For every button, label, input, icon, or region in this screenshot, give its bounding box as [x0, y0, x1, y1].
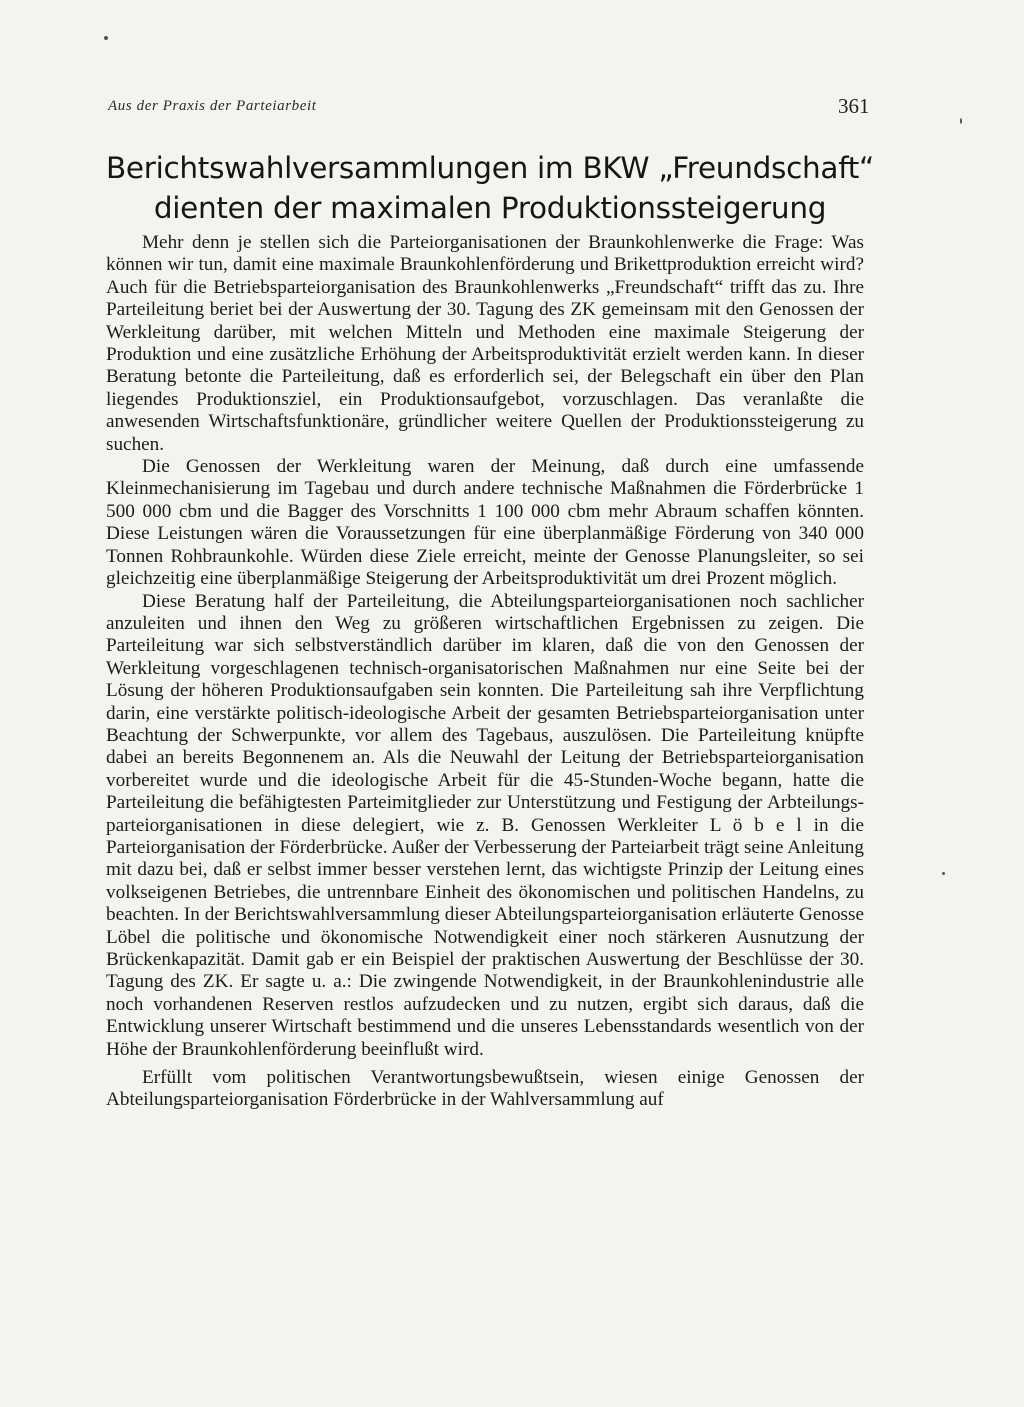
paragraph: Erfüllt vom politischen Verantwortungsbewußtsein, wiesen einige Genossen der Abteilungsparteiorganisation Förderbrücke in der Wahlversammlung auf — [106, 1067, 864, 1111]
running-head: Aus der Praxis der Parteiarbeit — [108, 98, 317, 114]
paragraph: Die Genossen der Werkleitung waren der Meinung, daß durch eine umfassende Kleinmechanisierung im Tagebau und durch andere technische Maßnahmen die Förderbrücke 1 500 000 cbm und die Bagger des Vorschnitts 1 100 000 cbm mehr Abraum schaffen könnten. Diese Leistungen wären die Voraussetzungen für eine überplanmäßige Förderung von 340 000 Tonnen Rohbraunkohle. Würden diese Ziele erreicht, meinte der Genosse Planungsleiter, so sei gleichzeitig eine überplanmäßige Steigerung der Arbeitsproduktivität um drei Prozent möglich. — [106, 456, 864, 590]
scan-speck — [960, 118, 962, 124]
article-title-line-1: Berichtswahlversammlungen im BKW „Freundschaft“ — [105, 151, 875, 185]
scan-speck — [942, 872, 945, 875]
scan-speck — [104, 36, 108, 40]
article-title-line-2: dienten der maximalen Produktionssteigerung — [153, 191, 827, 225]
page-number: 361 — [838, 94, 870, 118]
article-title — [100, 148, 880, 228]
article-body — [106, 232, 864, 1112]
paragraph: Mehr denn je stellen sich die Parteiorganisationen der Braunkohlenwerke die Frage: Was können wir tun, damit eine maximale Braunkohlenförderung und Brikettproduktion erreicht wird? Auch für die Betriebsparteiorganisation des Braunkohlenwerks „Freundschaft“ trifft das zu. Ihre Parteileitung beriet bei der Auswertung der 30. Tagung des ZK gemeinsam mit den Genossen der Werkleitung darüber, mit welchen Mitteln und Methoden eine maximale Steigerung der Produktion und eine zusätzliche Erhöhung der Arbeitsproduktivität erzielt werden kann. In dieser Beratung betonte die Parteileitung, daß es erforderlich sei, der Belegschaft ein über den Plan liegendes Produktionsziel, ein Produktionsaufgebot, vorzuschlagen. Das veranlaßte die anwesenden Wirtschaftsfunktionäre, gründlicher weitere Quellen der Produktionssteigerung zu suchen. — [106, 232, 864, 455]
paragraph: Diese Beratung half der Parteileitung, die Abteilungsparteiorganisationen noch sachlicher anzuleiten und ihnen den Weg zu größeren wirtschaftlichen Ergebnissen zu zeigen. Die Parteileitung war sich selbstverständlich darüber im klaren, daß die von den Genossen der Werkleitung vorgeschlagenen technisch-organisatorischen Maßnahmen nur eine Seite bei der Lösung der höheren Produktionsaufgaben sein konnten. Die Parteileitung sah ihre Verpflichtung darin, eine verstärkte politisch-ideologische Arbeit der gesamten Betriebsparteiorganisation unter Beachtung der Schwerpunkte, vor allem des Tagebaus, auszulösen. Die Parteileitung knüpfte dabei an bereits Begonnenem an. Als die Neuwahl der Leitung der Betriebsparteiorganisation vorbereitet wurde und die ideologische Arbeit für die 45-Stunden-Woche begann, hatte die Parteileitung die befähigtesten Parteimitglieder zur Unterstützung und Festigung der Arbteilungsparteiorganisationen in diese delegiert, wie z. B. Genossen Werkleiter L ö b e l in die Parteiorganisation der Förderbrücke. Außer der Verbesserung der Parteiarbeit trägt seine Anleitung mit dazu bei, daß er selbst immer besser verstehen lernt, das wichtigste Prinzip der Leitung eines volkseigenen Betriebes, die untrennbare Einheit des ökonomischen und politischen Handelns, zu beachten. In der Berichtswahlversammlung dieser Abteilungsparteiorganisation erläuterte Genosse Löbel die politische und ökonomische Notwendigkeit einer noch stärkeren Ausnutzung der Brückenkapazität. Damit gab er ein Beispiel der praktischen Auswertung der Beschlüsse der 30. Tagung des ZK. Er sagte u. a.: Die zwingende Notwendigkeit, in der Braunkohlenindustrie alle noch vorhandenen Reserven restlos aufzudecken und zu nutzen, ergibt sich daraus, daß die Entwicklung unserer Wirtschaft bestimmend und die unseres Lebensstandards wesentlich von der Höhe der Braunkohlenförderung beeinflußt wird. — [106, 590, 864, 1060]
